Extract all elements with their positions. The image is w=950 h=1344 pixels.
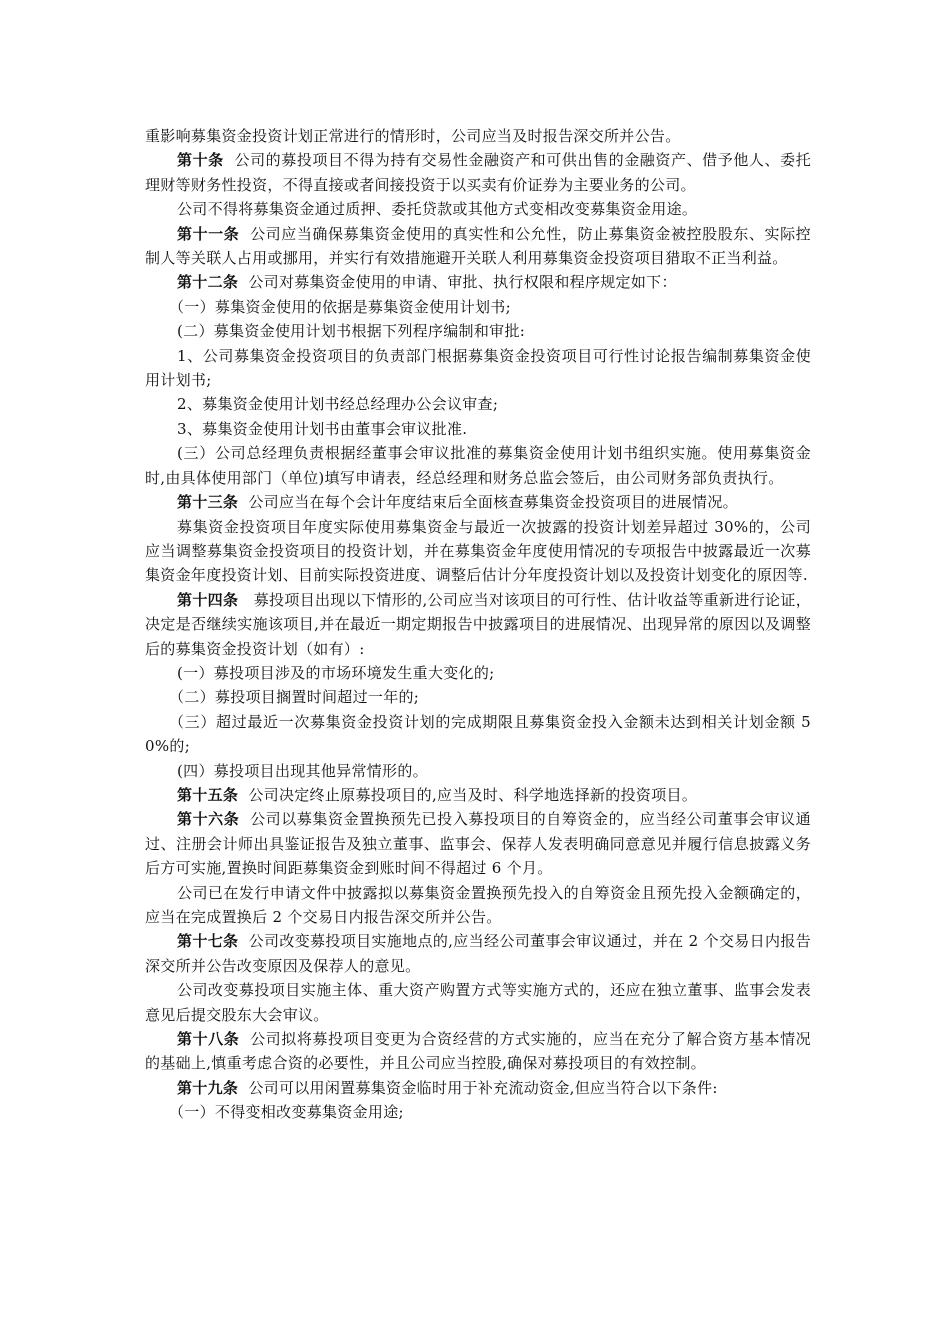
paragraph: [145, 344, 811, 393]
article-heading: 第十八条: [177, 1030, 240, 1049]
paragraph: [145, 148, 811, 197]
paragraph: [145, 319, 811, 343]
paragraph-text: （一）募集资金使用的依据是募集资金使用计划书;: [169, 297, 511, 316]
paragraph: [145, 881, 811, 930]
article-heading: 第十三条: [177, 493, 239, 512]
paragraph-text: 公司拟将募投项目变更为合资经营的方式实施的，应当在充分了解合资方基本情况的基础上,慎重考虑合资的必要性，并且公司应当控股,确保对募投项目的有效控制。: [145, 1030, 811, 1073]
article-heading: 第十七条: [177, 932, 239, 951]
paragraph: [145, 759, 811, 783]
paragraph: [145, 515, 811, 588]
paragraph: [145, 783, 811, 807]
article-heading: 第十六条: [177, 810, 240, 829]
document-body: [145, 124, 811, 1125]
article-heading: 第十五条: [177, 785, 239, 804]
paragraph-text: (三）公司总经理负责根据经董事会审议批准的募集资金使用计划书组织实施。使用募集资金时,由具体使用部门（单位)填写申请表，经总经理和财务总监会签后，由公司财务部负责执行。: [145, 444, 811, 487]
article-heading: 第十九条: [177, 1078, 239, 1097]
paragraph: [145, 1027, 811, 1076]
paragraph-text: 公司对募集资金使用的申请、审批、执行权限和程序规定如下：: [238, 273, 677, 292]
paragraph-text: （三）超过最近一次募集资金投资计划的完成期限且募集资金投入金额未达到相关计划金额 50%的;: [145, 712, 811, 756]
paragraph: [145, 490, 811, 514]
paragraph-text: (一）募投项目涉及的市场环境发生重大变化的;: [177, 663, 495, 682]
paragraph: [145, 661, 811, 685]
article-heading: 第十二条: [177, 273, 239, 292]
paragraph: [145, 710, 811, 759]
paragraph: [145, 222, 811, 271]
paragraph: [145, 588, 811, 661]
paragraph-text: （一）不得变相改变募集资金用途;: [169, 1103, 404, 1122]
paragraph: [145, 807, 811, 880]
paragraph-text: 公司不得将募集资金通过质押、委托贷款或其他方式变相改变募集资金用途。: [177, 200, 698, 219]
paragraph-text: 公司以募集资金置换预先已投入募投项目的自筹资金的，应当经公司董事会审议通过、注册会计师出具鉴证报告及独立董事、监事会、保荐人发表明确同意意见并履行信息披露义务后方可实施,置换时间距募集资金到账时间不得超过 6 个月。: [145, 810, 811, 878]
paragraph-text: 募集资金投资项目年度实际使用募集资金与最近一次披露的投资计划差异超过 30%的，公司应当调整募集资金投资项目的投资计划，并在募集资金年度使用情况的专项报告中披露最近一次募集资金年度投资计划、目前实际投资进度、调整后估计分年度投资计划以及投资计划变化的原因等.: [145, 517, 811, 585]
paragraph: [145, 685, 811, 709]
paragraph: [145, 417, 811, 441]
paragraph-text: (四）募投项目出现其他异常情形的。: [177, 761, 428, 780]
article-heading: 第十四条: [177, 590, 239, 609]
paragraph-text: 公司改变募投项目实施地点的,应当经公司董事会审议通过，并在 2 个交易日内报告深交所并公告改变原因及保荐人的意见。: [145, 932, 812, 975]
paragraph-text: 重影响募集资金投资计划正常进行的情形时，公司应当及时报告深交所并公告。: [145, 127, 681, 145]
paragraph-text: 1、公司募集资金投资项目的负责部门根据募集资金投资项目可行性讨论报告编制募集资金使用计划书;: [145, 346, 811, 390]
paragraph-text: 公司可以用闲置募集资金临时用于补充流动资金,但应当符合以下条件:: [238, 1078, 718, 1097]
paragraph: [145, 1100, 811, 1124]
paragraph-text: 公司应当确保募集资金使用的真实性和公允性，防止募集资金被控股股东、实际控制人等关联人占用或挪用，并实行有效措施避开关联人利用募集资金投资项目猎取不正当利益。: [145, 224, 811, 268]
paragraph: [145, 929, 811, 978]
paragraph-text: 公司改变募投项目实施主体、重大资产购置方式等实施方式的，还应在独立董事、监事会发表意见后提交股东大会审议。: [145, 981, 811, 1024]
paragraph: [145, 270, 811, 294]
paragraph: [145, 1076, 811, 1100]
paragraph: [145, 441, 811, 490]
paragraph-text: (二）募集资金使用计划书根据下列程序编制和审批:: [177, 322, 526, 341]
article-heading: 第十条: [177, 151, 224, 170]
paragraph: [145, 295, 811, 319]
paragraph: [145, 392, 811, 416]
paragraph-text: 2、募集资金使用计划书经总经理办公会议审查;: [177, 395, 499, 414]
article-heading: 第十一条: [177, 224, 240, 243]
paragraph: [145, 197, 811, 221]
paragraph-text: 公司的募投项目不得为持有交易性金融资产和可供出售的金融资产、借予他人、委托理财等财务性投资，不得直接或者间接投资于以买卖有价证券为主要业务的公司。: [145, 151, 811, 194]
paragraph-text: 3、募集资金使用计划书由董事会审议批准.: [177, 419, 468, 438]
paragraph: [145, 978, 811, 1027]
paragraph-text: （二）募投项目搁置时间超过一年的;: [169, 688, 420, 707]
paragraph: [145, 124, 811, 148]
paragraph-text: 公司已在发行申请文件中披露拟以募集资金置换预先投入的自筹资金且预先投入金额确定的，应当在完成置换后 2 个交易日内报告深交所并公告。: [145, 883, 811, 926]
paragraph-text: 公司决定终止原募投项目的,应当及时、科学地选择新的投资项目。: [238, 785, 698, 804]
paragraph-text: 公司应当在每个会计年度结束后全面核查募集资金投资项目的进展情况。: [238, 493, 738, 512]
paragraph-text: 募投项目出现以下情形的,公司应当对该项目的可行性、估计收益等重新进行论证，决定是否继续实施该项目,并在最近一期定期报告中披露项目的进展情况、出现异常的原因以及调整后的募集资金投资计划（如有）:: [145, 590, 812, 658]
